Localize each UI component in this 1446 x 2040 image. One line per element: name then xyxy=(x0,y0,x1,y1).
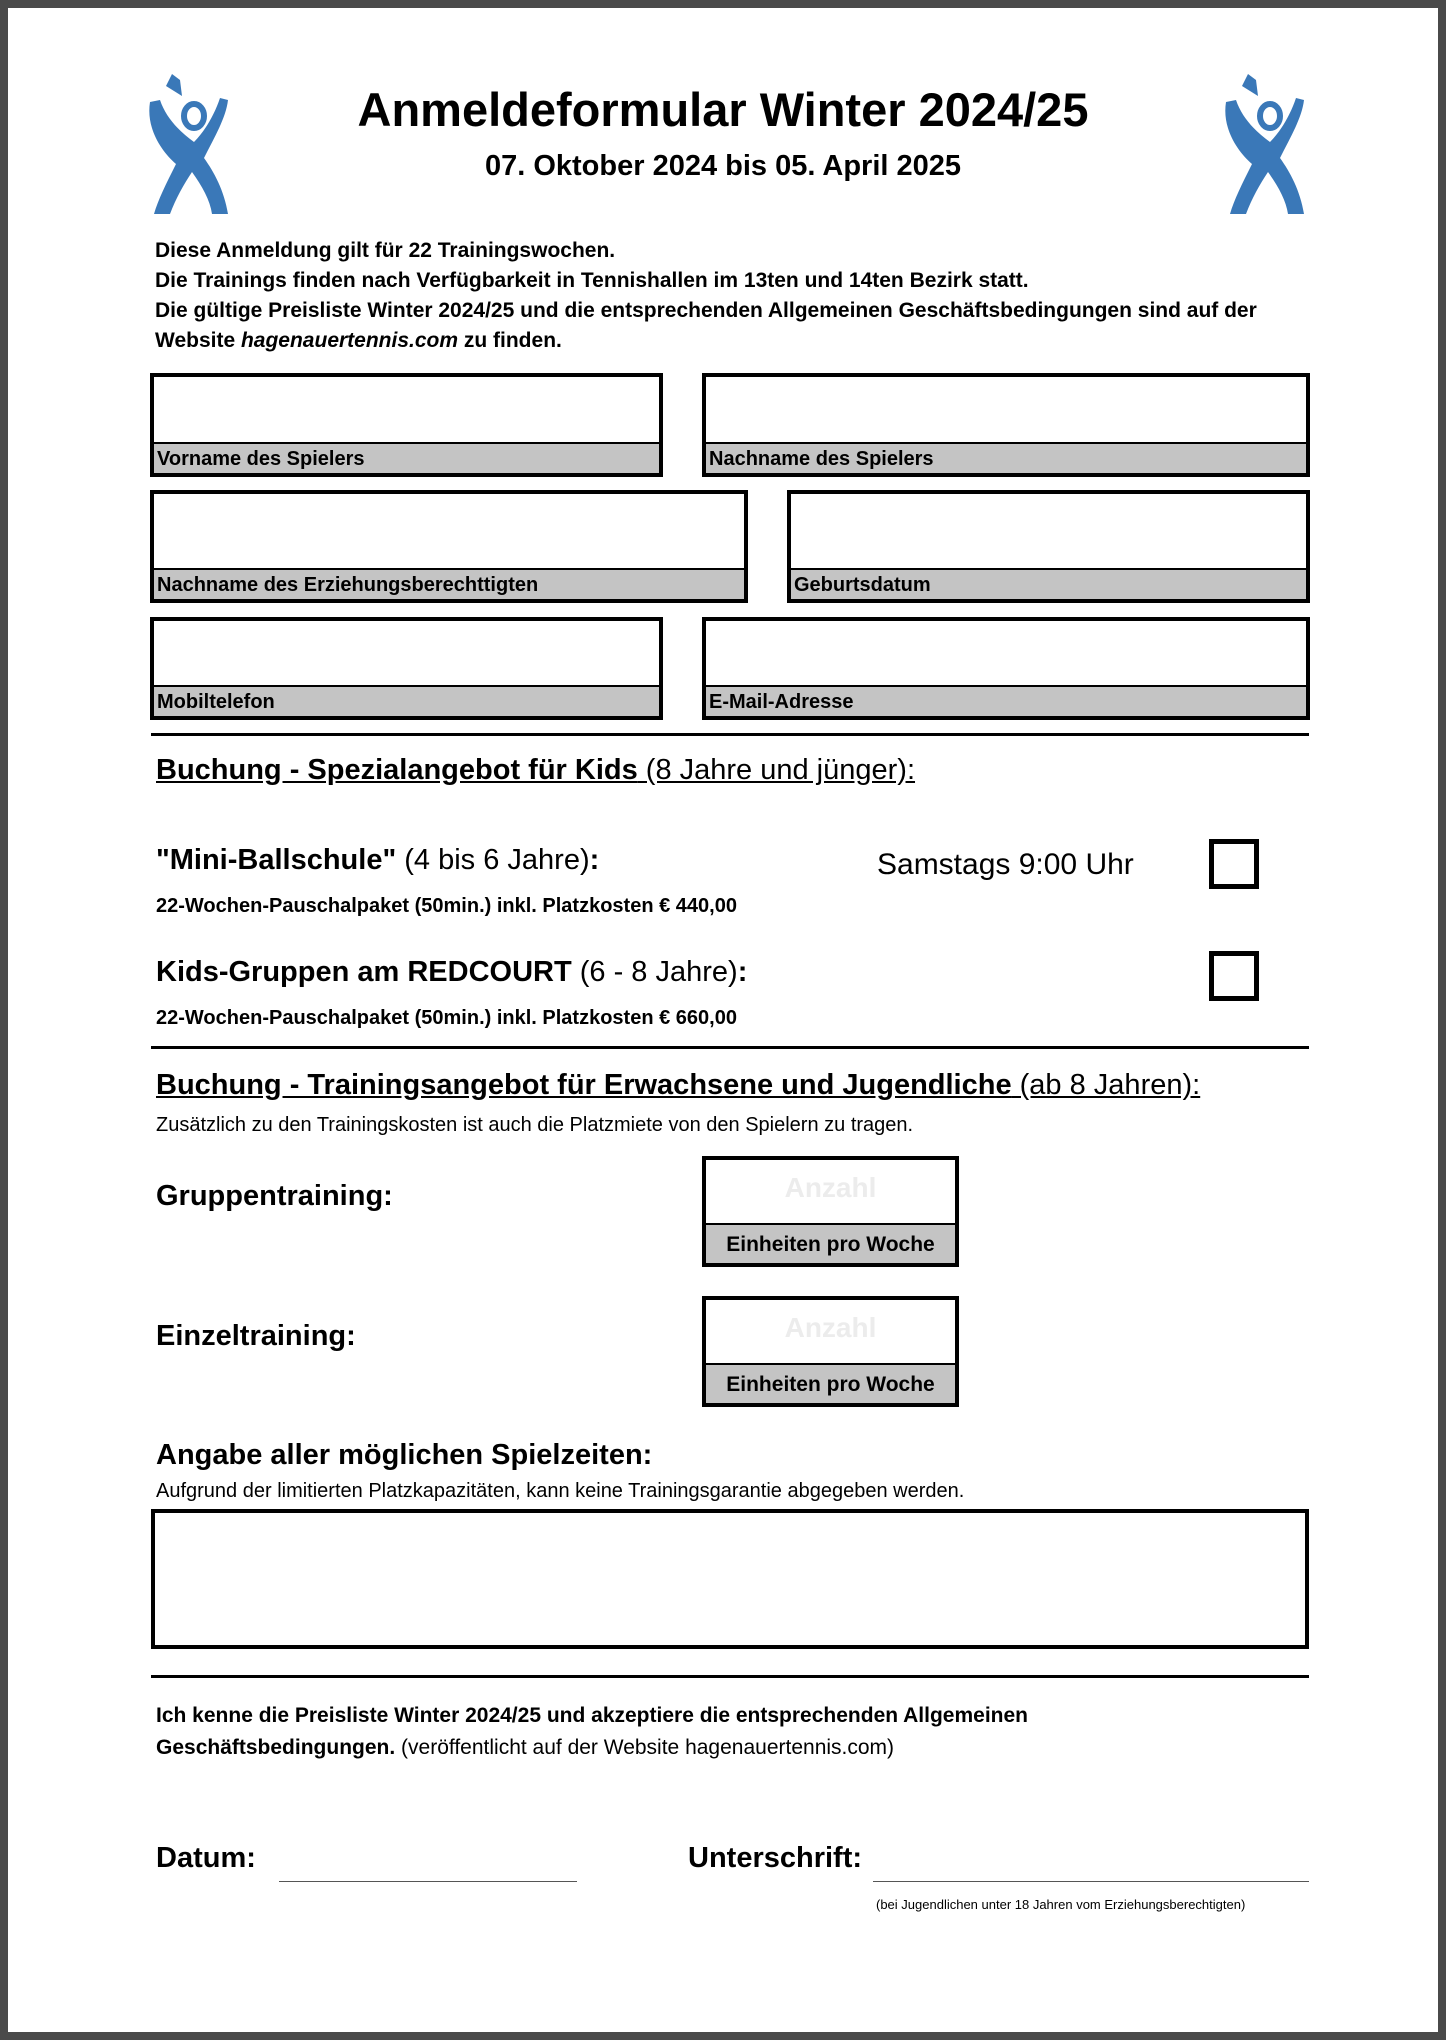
date-line[interactable] xyxy=(279,1881,577,1882)
form-title: Anmeldeformular Winter 2024/25 xyxy=(357,83,1089,136)
mini-title-bold: "Mini-Ballschule" xyxy=(156,844,397,876)
kids-heading-bold: Buchung - Spezialangebot für Kids xyxy=(156,754,638,786)
signature-footnote: (bei Jugendlichen unter 18 Jahren vom Erziehungsberechtigten) xyxy=(876,1897,1246,1912)
mini-ballschule-checkbox[interactable] xyxy=(1209,839,1259,889)
adults-heading-rest: (ab 8 Jahren): xyxy=(1011,1069,1201,1101)
signature-line[interactable] xyxy=(873,1881,1309,1882)
redcourt-title-bold: Kids-Gruppen am REDCOURT xyxy=(156,956,572,988)
divider xyxy=(151,733,1309,736)
single-training-label: Einzeltraining: xyxy=(156,1320,356,1352)
mini-ballschule-price: 22-Wochen-Pauschalpaket (50min.) inkl. Platzkosten € 440,00 xyxy=(156,895,737,917)
email-field[interactable] xyxy=(702,617,1310,720)
mini-age: (4 bis 6 Jahre) xyxy=(396,844,590,876)
intro-line: Die gültige Preisliste Winter 2024/25 und die entsprechenden Allgemeinen Geschäftsbedingungen sind auf der xyxy=(155,299,1257,322)
guardian-name-label: Nachname des Erziehungsberechttigten xyxy=(154,568,744,599)
website-name: hagenauertennis.com xyxy=(240,329,459,352)
divider xyxy=(151,1046,1309,1049)
intro-line: Die Trainings finden nach Verfügbarkeit in Tennishallen im 13ten und 14ten Bezirk statt. xyxy=(155,269,1029,292)
kids-heading-rest: (8 Jahre und jünger): xyxy=(637,754,916,786)
form-subtitle: 07. Oktober 2024 bis 05. April 2025 xyxy=(484,150,962,182)
redcourt-colon: : xyxy=(737,956,748,988)
intro-text-part: zu finden. xyxy=(458,329,562,352)
mini-ballschule-time: Samstags 9:00 Uhr xyxy=(877,848,1134,881)
first-name-field[interactable] xyxy=(150,373,663,477)
redcourt-price: 22-Wochen-Pauschalpaket (50min.) inkl. Platzkosten € 660,00 xyxy=(156,1007,737,1029)
single-training-units-label: Einheiten pro Woche xyxy=(706,1363,955,1403)
last-name-label: Nachname des Spielers xyxy=(706,442,1306,473)
birthdate-label: Geburtsdatum xyxy=(791,568,1306,599)
date-label: Datum: xyxy=(156,1842,256,1874)
play-times-note: Aufgrund der limitierten Platzkapazitäten, kann keine Trainingsgarantie abgegeben werden. xyxy=(156,1480,965,1502)
group-training-units-label: Einheiten pro Woche xyxy=(706,1223,955,1263)
consent-rest: (veröffentlicht auf der Website hagenauertennis.com) xyxy=(395,1736,895,1759)
adults-heading-bold: Buchung - Trainingsangebot für Erwachsene und Jugendliche xyxy=(156,1069,1012,1101)
intro-line xyxy=(155,326,1305,356)
play-times-heading: Angabe aller möglichen Spielzeiten: xyxy=(156,1439,653,1471)
intro-text xyxy=(155,236,1305,356)
group-training-units-field[interactable] xyxy=(702,1156,959,1267)
mobile-phone-label: Mobiltelefon xyxy=(154,685,659,716)
consent-bold-line: Ich kenne die Preisliste Winter 2024/25 und akzeptiere die entsprechenden Allgemeinen xyxy=(156,1704,1029,1727)
group-training-count-placeholder: Anzahl xyxy=(784,1172,877,1203)
guardian-name-field[interactable] xyxy=(150,490,748,603)
kids-section-heading xyxy=(156,754,915,787)
redcourt-checkbox[interactable] xyxy=(1209,951,1259,1001)
adults-section-heading xyxy=(156,1069,1200,1102)
email-label: E-Mail-Adresse xyxy=(706,685,1306,716)
mini-ballschule-title xyxy=(156,844,599,877)
mini-colon: : xyxy=(589,844,600,876)
mobile-phone-field[interactable] xyxy=(150,617,663,720)
intro-text-part: Website xyxy=(155,329,241,352)
last-name-field[interactable] xyxy=(702,373,1310,477)
play-times-textarea[interactable] xyxy=(151,1509,1309,1649)
adults-note: Zusätzlich zu den Trainingskosten ist auch die Platzmiete von den Spielern zu tragen. xyxy=(156,1114,914,1136)
redcourt-title xyxy=(156,956,747,989)
single-training-count-placeholder: Anzahl xyxy=(784,1312,877,1343)
birthdate-field[interactable] xyxy=(787,490,1310,603)
intro-line: Diese Anmeldung gilt für 22 Trainingswochen. xyxy=(155,239,616,262)
single-training-units-field[interactable] xyxy=(702,1296,959,1407)
redcourt-age: (6 - 8 Jahre) xyxy=(571,956,738,988)
consent-bold-terms: Geschäftsbedingungen. xyxy=(156,1736,396,1759)
first-name-label: Vorname des Spielers xyxy=(154,442,659,473)
divider xyxy=(151,1675,1309,1678)
signature-label: Unterschrift: xyxy=(688,1842,863,1874)
consent-text xyxy=(156,1700,1256,1764)
group-training-label: Gruppentraining: xyxy=(156,1180,393,1212)
